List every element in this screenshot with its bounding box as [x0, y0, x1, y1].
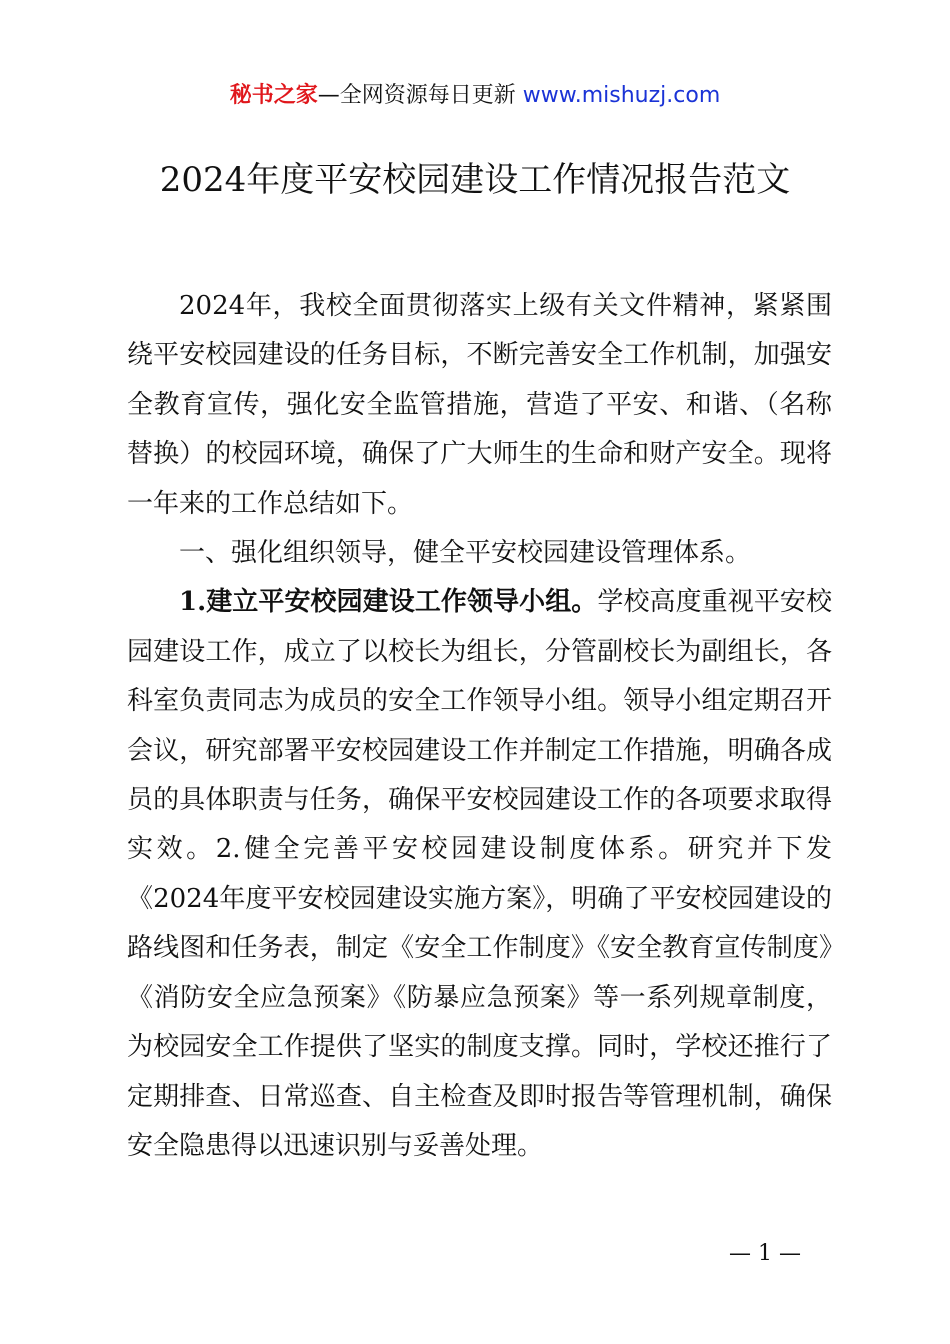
page-number: — 1 — — [729, 1241, 801, 1266]
section-heading: 一、强化组织领导，健全平安校园建设管理体系。 — [179, 538, 752, 569]
site-brand: 秘书之家 — [229, 83, 318, 108]
item-paragraph — [127, 578, 832, 1171]
item-text: 学校高度重视平安校园建设工作，成立了以校长为组长，分管副校长为副组长，各科室负责同志为成员的安全工作领导小组。领导小组定期召开会议，研究部署平安校园建设工作并制定工作措施，明确各成员的具体职责与任务，确保平安校园建设工作的各项要求取得实效。2.健全完善平安校园建设制度体系。研究并下发《2024年度平安校园建设实施方案》，明确了平安校园建设的路线图和任务表，制定《安全工作制度》《安全教育宣传制度》《消防安全应急预案》《防暴应急预案》等一系列规章制度，为校园安全工作提供了坚实的制度支撑。同时，学校还推行了定期排查、日常巡查、自主检查及即时报告等管理机制，确保安全隐患得以迅速识别与妥善处理。 — [127, 587, 832, 1161]
site-tagline: —全网资源每日更新 — [317, 83, 516, 108]
site-header — [0, 78, 950, 114]
intro-paragraph: 2024年，我校全面贯彻落实上级有关文件精神，紧紧围绕平安校园建设的任务目标，不断完善安全工作机制，加强安全教育宣传，强化安全监管措施，营造了平安、和谐、（名称替换）的校园环境，确保了广大师生的生命和财产安全。现将一年来的工作总结如下。 — [127, 291, 832, 519]
document-body — [127, 282, 832, 1171]
site-url-link[interactable]: www.mishuzj.com — [522, 83, 721, 108]
item-lead: 1.建立平安校园建设工作领导小组。 — [179, 587, 598, 618]
document-title: 2024年度平安校园建设工作情况报告范文 — [159, 160, 791, 200]
